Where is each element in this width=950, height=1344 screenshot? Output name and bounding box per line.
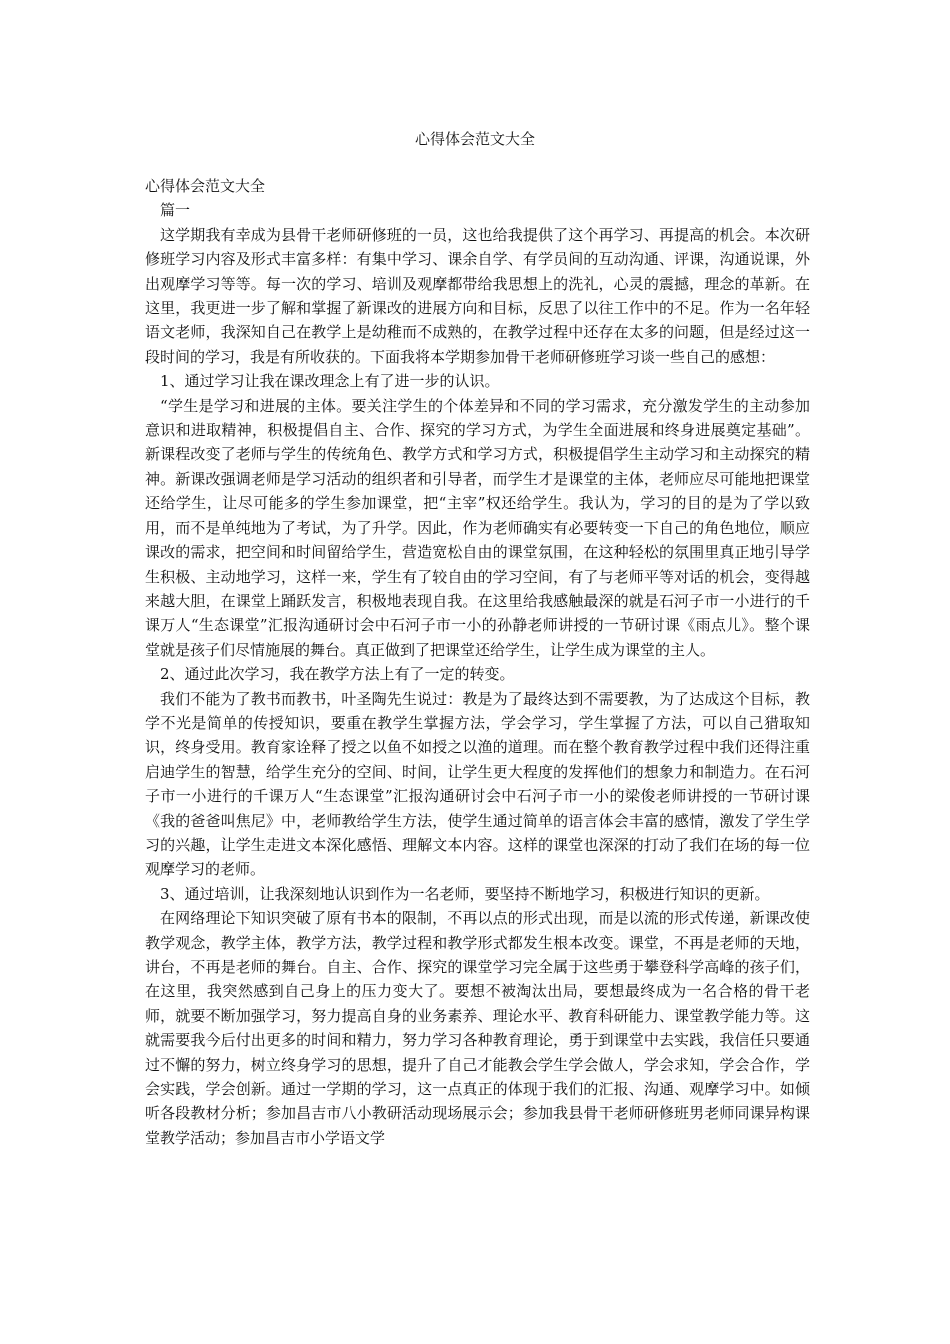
point-2-heading: 2、通过此次学习，我在教学方法上有了一定的转变。 xyxy=(160,665,515,684)
point-1-heading: 1、通过学习让我在课改理念上有了进一步的认识。 xyxy=(160,372,500,391)
document-body xyxy=(145,174,810,1150)
document-title: 心得体会范文大全 xyxy=(414,130,535,148)
point-3-heading: 3、通过培训，让我深刻地认识到作为一名老师，要坚持不断地学习，积极进行知识的更新。 xyxy=(160,884,770,903)
paragraph-point-3: 在网络理论下知识突破了原有书本的限制，不再以点的形式出现，而是以流的形式传递，新课改使教学观念，教学主体，教学方法，教学过程和教学形式都发生根本改变。课堂，不再是老师的天地，讲台，不再是老师的舞台。自主、合作、探究的课堂学习完全属于这些勇于攀登科学高峰的孩子们，在这里，我突然感到自己身上的压力变大了。要想不被淘汰出局，要想最终成为一名合格的骨干老师，就要不断加强学习，努力提高自身的业务素养、理论水平、教育科研能力、课堂教学能力等。这就需要我今后付出更多的时间和精力，努力学习各种教育理论，勇于到课堂中去实践，我信任只要通过不懈的努力，树立终身学习的思想，提升了自己才能教会学生学会做人，学会求知，学会合作，学会实践，学会创新。通过一学期的学习，这一点真正的体现于我们的汇报、沟通、观摩学习中。如倾听各段教材分析；参加昌吉市八小教研活动现场展示会；参加我县骨干老师研修班男老师同课异构课堂教学活动；参加昌吉市小学语文学 xyxy=(145,909,810,1147)
section-label: 篇一 xyxy=(160,201,191,220)
paragraph-point-1: “学生是学习和进展的主体。要关注学生的个体差异和不同的学习需求，充分激发学生的主动参加意识和进取精神，积极提倡自主、合作、探究的学习方式，为学生全面进展和终身进展奠定基础”。新课程改变了老师与学生的传统角色、教学方式和学习方式，积极提倡学生主动学习和主动探究的精神。新课改强调老师是学习活动的组织者和引导者，而学生才是课堂的主体，老师应尽可能地把课堂还给学生，让尽可能多的学生参加课堂，把“主宰”权还给学生。我认为，学习的目的是为了学以致用，而不是单纯地为了考试，为了升学。因此，作为老师确实有必要转变一下自己的角色地位，顺应课改的需求，把空间和时间留给学生，营造宽松自由的课堂氛围，在这种轻松的氛围里真正地引导学生积极、主动地学习，这样一来，学生有了较自由的学习空间，有了与老师平等对话的机会，变得越来越大胆，在课堂上踊跃发言，积极地表现自我。在这里给我感触最深的就是石河子市一小进行的千课万人“生态课堂”汇报沟通研讨会中石河子市一小的孙静老师讲授的一节研讨课《雨点儿》。整个课堂就是孩子们尽情施展的舞台。真正做到了把课堂还给学生，让学生成为课堂的主人。 xyxy=(145,396,810,659)
paragraph-intro: 这学期我有幸成为县骨干老师研修班的一员，这也给我提供了这个再学习、再提高的机会。本次研修班学习内容及形式丰富多样：有集中学习、课余自学、有学员间的互动沟通、评课，沟通说课，外出观摩学习等等。每一次的学习、培训及观摩都带给我思想上的洗礼，心灵的震撼，理念的革新。在这里，我更进一步了解和掌握了新课改的进展方向和目标，反思了以往工作中的不足。作为一名年轻语文老师，我深知自己在教学上是幼稚而不成熟的，在教学过程中还存在太多的问题，但是经过这一段时间的学习，我是有所收获的。下面我将本学期参加骨干老师研修班学习谈一些自己的感想： xyxy=(145,225,810,366)
document-subtitle: 心得体会范文大全 xyxy=(145,177,266,195)
paragraph-point-2: 我们不能为了教书而教书，叶圣陶先生说过：教是为了最终达到不需要教，为了达成这个目标，教学不光是简单的传授知识，要重在教学生掌握方法，学会学习，学生掌握了方法，可以自己猎取知识，终身受用。教育家诠释了授之以鱼不如授之以渔的道理。而在整个教育教学过程中我们还得注重启迪学生的智慧，给学生充分的空间、时间，让学生更大程度的发挥他们的想象力和制造力。在石河子市一小进行的千课万人“生态课堂”汇报沟通研讨会中石河子市一小的梁俊老师讲授的一节研讨课《我的爸爸叫焦尼》中，老师教给学生方法，使学生通过简单的语言体会丰富的感情，激发了学生学习的兴趣，让学生走进文本深化感悟、理解文本内容。这样的课堂也深深的打动了我们在场的每一位观摩学习的老师。 xyxy=(145,689,810,879)
